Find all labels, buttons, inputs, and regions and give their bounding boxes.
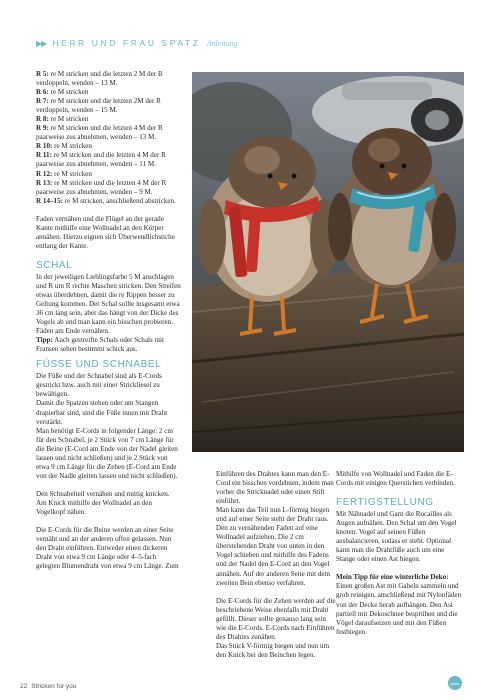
row-label: R 13: (36, 178, 53, 187)
row-label: R 9: (36, 124, 49, 133)
fuesse-p3: Man benötigt E-Cords in folgender Länge: 2 cm für den Schnabel, je 2 Stück von 7 cm Länge für die Beine (E-Cord am Ende von der Nadel gleiten lassen und nicht schließen) und je 2 Stück von etwa 9 cm Länge für die Zehen (E-Cord am Ende von der Nadle gleiten lassen und nicht schließen). (36, 426, 178, 480)
sparrows-photo (192, 72, 464, 452)
heading-fertigstellung: FERTIGSTELLUNG (336, 497, 434, 509)
tip-label: Tipp: (36, 336, 53, 345)
row-text: re M stricken (54, 169, 92, 178)
row-label: R 10: (36, 142, 53, 151)
row-text: re M stricken und die letzten 2M der R verdoppeln, wenden – 15 M. (36, 97, 161, 115)
row-label: R 7: (36, 97, 49, 106)
schal-tip (36, 336, 181, 354)
row-instructions (36, 70, 181, 206)
web-badge: www (448, 676, 462, 690)
page-header (36, 38, 238, 48)
row-text: re M stricken und die letzten 4 M der R paarweise zus abnehmen, wenden – 11 M. (36, 151, 166, 169)
column-left (36, 70, 181, 571)
schal-text: In der jeweiligen Lieblingsfarbe 5 M anschlagen und R um R rechte Maschen stricken. Den Streifen etwas überdehnen, damit die re Rippen besser zu Geltung kommen. Der Schal sollte insgesamt etwa 36 cm lang sein, aber das hängt von der Dicke des Vogels ab und man kann ein bisschen probieren. Fäden am Ende vernähen. (36, 272, 181, 336)
col2-p1: Einführen des Drahtes kann man den E-Cord ein bisschen vordehnen, indem man vorher die Stricknadel oder einen Stift einführt. (216, 470, 334, 506)
heading-schal: SCHAL (36, 259, 73, 271)
magazine-name: Stricken for you (31, 683, 77, 690)
row-label: R 11: (36, 151, 52, 160)
row-instruction (36, 124, 181, 142)
row-instruction (36, 142, 181, 151)
row-instruction (36, 151, 181, 169)
row-instruction (36, 70, 181, 88)
row-label: R 8: (36, 115, 49, 124)
tip-heading: Mein Tipp für eine winterliche Deko: (336, 573, 449, 582)
header-subtitle: Anleitung (206, 38, 238, 48)
row-instruction (36, 170, 181, 179)
row-text: re M stricken, anschließend abstricken. (64, 196, 176, 205)
column-middle (216, 470, 336, 660)
row-text: re M stricken und die letzten 4 M der R paarweise zus abnehmen, wenden – 9 M. (36, 178, 167, 196)
col2-p2: Man kann das Teil nun L-förmig biegen und auf einer Seite steht der Draht raus. Den zu vernähenden Faden auf eine Wollnadel aufziehen. Die 2 cm überstehenden Draht von unten in den Vogel schieben und mithilfe des Fadens und der Nadel den E-Cord an den Vogel annähen. Auf der anderen Seite mit dem zweiten Bein ebenso verfahren. (216, 506, 331, 587)
row-label: R 14–15: (36, 196, 63, 205)
header-title: HERR UND FRAU SPATZ (52, 38, 201, 48)
tip-body: Einen großen Ast mit Gabeln sammeln und grob reinigen, anschließend mit Nylonfäden von der Decke herab aufhängen. Den Ast partiell mit Dekoschnee besprühen und die Vögel daraufsetzen und mit den Füßen festbiegen. (336, 582, 462, 636)
row-label: R 5: (36, 70, 49, 78)
row-text: re M stricken und die letzten 4 M der R paarweise zus abnehmen, wenden – 13 M. (36, 124, 163, 142)
row-instruction (36, 197, 181, 206)
row-instruction (36, 97, 181, 115)
tip-text: Auch gestreifte Schals oder Schals mit Fransen sehen bestimmt schick aus. (36, 336, 164, 354)
row-text: re M stricken (50, 88, 89, 97)
row-label: R 12: (36, 169, 53, 178)
row-text: re M stricken (50, 115, 89, 124)
fuesse-p5: Die E-Cords für die Beine werden an einer Seite vernäht und an der anderen offen gelassen. Nun den Draht einführen. Entweder einen dickeren Draht von etwa 9 cm Länge oder 4–5-fach gelegten Blumendraht von etwa 9 cm Länge. Zum (36, 526, 179, 571)
para-finish: Faden vernähen und die Flügel an der gerade Kante mithilfe eine Wollnadel an den Körper annähen. Hierzu eignen sich Überwendlichstiche entlang der Kante. (36, 214, 175, 250)
row-text: re M stricken (54, 142, 92, 151)
row-instruction (36, 115, 181, 124)
row-instruction (36, 88, 181, 97)
row-label: R 6: (36, 88, 49, 97)
fuesse-p2: Damit die Spatzen stehen oder um Stangen drapierbar sind, sind die Füße innen mit Draht verstärkt. (36, 399, 168, 426)
col2-p4: Das Stück V-förmig biegen und nun um den Knick bei den Beinchen legen. (216, 641, 330, 659)
row-text: re M stricken und die letzten 2 M der R verdoppeln, wenden – 13 M. (36, 70, 163, 88)
fuesse-p4: Den Schnabelteil vernähen und mittig knicken. Am Knick mithilfe der Wollnadel an den Vogelkopf nähen. (36, 489, 170, 516)
double-chevron-right-icon: ▶▶ (36, 38, 47, 48)
row-instruction (36, 179, 181, 197)
page-footer (20, 683, 76, 690)
heading-fuesse: FÜSSE UND SCHNABEL (36, 359, 162, 371)
column-right (336, 470, 464, 637)
page-number: 22 (20, 683, 28, 690)
col2-p3: Die E-Cords für die Zehen werden auf die beschriebene Weise ebenfalls mit Draht gefüllt. Dieser sollte genauso lang sein wie die E-Cords. E-Cords nach Einführen des Drahtes zunähen. (216, 596, 336, 641)
col3-p2: Mit Nähnadel und Garn die Rocailles als Augen aufnähen. Den Schal um den Vogel knoten. Vogel auf seinen Füßen ausbalancieren, sodass er steht. Optional kann man die Drahtfüße auch um eine Stange oder einen Ast biegen. (336, 510, 457, 564)
fuesse-p1: Die Füße und der Schnabel sind als E-Cords gestrickt bzw. auch mit einer Strickliesel zu bewältigen. (36, 372, 162, 399)
col3-p1: Mithilfe von Wollnadel und Faden die E-Cords mit einigen Querstichen verbinden. (336, 470, 455, 488)
